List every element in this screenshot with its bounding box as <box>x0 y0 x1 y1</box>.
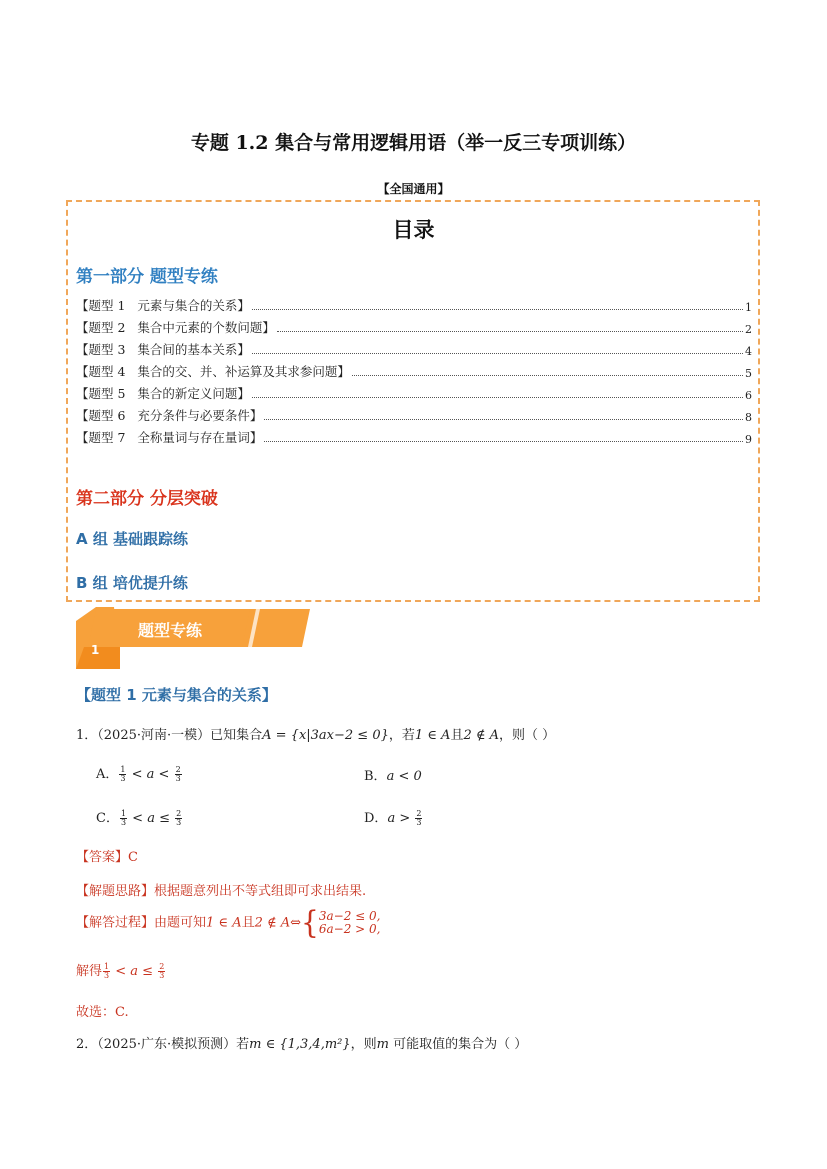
banner-title: 题型专练 <box>138 621 203 640</box>
answer-line <box>76 846 138 865</box>
toc-item[interactable] <box>76 294 752 314</box>
q2-prefix: 2．（2025·广东·模拟预测）若 <box>76 1037 250 1052</box>
toc-item-label: 【题型 1 元素与集合的关系】 <box>76 298 250 313</box>
toc-item-label: 【题型 7 全称量词与存在量词】 <box>76 430 263 445</box>
inequality-system <box>301 904 381 941</box>
option-b[interactable] <box>364 765 422 784</box>
process-iff: ⇔ <box>290 915 302 931</box>
toc-item[interactable] <box>76 426 752 446</box>
q1-and: 且 <box>450 728 464 743</box>
process-line <box>76 904 381 941</box>
toc-item-label: 【题型 6 充分条件与必要条件】 <box>76 408 263 423</box>
frac-num: 1 <box>120 809 127 818</box>
frac-num: 1 <box>120 765 126 774</box>
toc-item-label: 【题型 5 集合的新定义问题】 <box>76 386 250 401</box>
brace-glyph: { <box>301 904 319 941</box>
option-c-rel: < a ≤ <box>128 811 175 826</box>
toc-item[interactable] <box>76 338 752 358</box>
toc-leader <box>264 441 743 442</box>
frac-den: 3 <box>159 971 165 980</box>
frac-one-third <box>103 963 110 980</box>
frac-one-third <box>120 810 127 827</box>
process-label: 【解答过程】 <box>76 915 155 931</box>
option-a[interactable] <box>96 763 183 783</box>
frac-den: 3 <box>176 818 182 827</box>
toc-item-label: 【题型 2 集合中元素的个数问题】 <box>76 320 275 335</box>
process-text: 由题可知 <box>154 915 207 931</box>
solve-rel: < a ≤ <box>111 964 158 979</box>
question-2 <box>76 1033 527 1052</box>
toc-leader <box>252 353 743 354</box>
toc-title: 目录 <box>392 218 435 242</box>
toc-part2-heading: 第二部分 分层突破 <box>76 489 218 509</box>
option-c-label: C． <box>96 811 119 826</box>
toc-item-page: 9 <box>745 433 752 446</box>
frac-num: 2 <box>176 809 182 818</box>
frac-den: 3 <box>120 818 127 827</box>
toc-item-label: 【题型 4 集合的交、并、补运算及其求参问题】 <box>76 364 350 379</box>
toc-leader <box>277 331 743 332</box>
banner-number: 1 <box>91 643 100 657</box>
option-d-label: D． <box>364 811 388 826</box>
option-d[interactable] <box>364 807 423 827</box>
frac-den: 3 <box>416 818 422 827</box>
frac-two-thirds <box>158 963 165 980</box>
frac-num: 1 <box>104 962 110 971</box>
q1-cond1: 1 ∈ A <box>414 728 451 743</box>
q2-suffix: 可能取值的集合为（ ） <box>393 1037 528 1052</box>
system-row-1: 3a−2 ≤ 0, <box>318 909 381 923</box>
frac-two-thirds <box>175 766 182 783</box>
q1-set: A = {x|3ax−2 ≤ 0} <box>262 728 389 743</box>
toc-item-page: 4 <box>745 345 752 358</box>
q2-var: m <box>376 1037 389 1052</box>
toc-leader <box>252 397 743 398</box>
idea-label: 【解题思路】 <box>76 884 155 899</box>
solve-line <box>76 960 166 980</box>
q1-suffix: ，则（ ） <box>499 728 556 743</box>
toc-group-a[interactable]: A 组 基础跟踪练 <box>76 530 189 548</box>
toc-leader <box>352 375 743 376</box>
frac-num: 2 <box>159 962 165 971</box>
toc-item[interactable] <box>76 360 752 380</box>
toc-item-page: 1 <box>745 301 752 314</box>
frac-num: 2 <box>175 765 181 774</box>
option-c[interactable] <box>96 807 183 827</box>
q2-middle: ，则 <box>350 1037 377 1052</box>
option-a-rel: < a < <box>127 767 174 782</box>
option-d-expr: a > <box>387 811 411 826</box>
question-1 <box>76 724 555 743</box>
idea-line <box>76 880 366 899</box>
q2-expr: m ∈ {1,3,4,m²} <box>249 1037 351 1052</box>
toc-item[interactable] <box>76 382 752 402</box>
toc-item[interactable] <box>76 404 752 424</box>
q1-middle: ，若 <box>388 728 415 743</box>
frac-two-thirds <box>415 810 422 827</box>
q1-cond2: 2 ∉ A <box>463 728 499 743</box>
option-a-label: A． <box>96 767 119 782</box>
frac-two-thirds <box>175 810 182 827</box>
toc-leader <box>264 419 743 420</box>
toc-group-b[interactable]: B 组 培优提升练 <box>76 574 188 592</box>
frac-den: 3 <box>120 774 126 783</box>
answer-label: 【答案】 <box>76 850 129 865</box>
process-cond1: 1 ∈ A <box>206 915 242 931</box>
section-heading: 【题型 1 元素与集合的关系】 <box>76 686 277 704</box>
toc-item-page: 2 <box>745 323 752 336</box>
system-row-2: 6a−2 > 0, <box>318 922 381 936</box>
answer-value: C <box>128 850 138 865</box>
q1-prefix: 1．（2025·河南·一模）已知集合 <box>76 728 263 743</box>
option-b-label: B． <box>364 769 387 784</box>
frac-one-third <box>119 766 126 783</box>
toc-part1-heading: 第一部分 题型专练 <box>76 267 218 287</box>
toc-item-label: 【题型 3 集合间的基本关系】 <box>76 342 250 357</box>
frac-den: 3 <box>104 971 110 980</box>
toc-item-page: 8 <box>745 411 752 424</box>
process-cond2: 2 ∉ A <box>254 915 291 931</box>
process-and: 且 <box>241 915 255 931</box>
frac-den: 3 <box>175 774 181 783</box>
solve-label: 解得 <box>76 964 103 979</box>
page-subtitle: 【全国通用】 <box>377 182 450 196</box>
frac-num: 2 <box>416 809 422 818</box>
toc-leader <box>252 309 743 310</box>
option-b-expr: a < 0 <box>386 769 422 784</box>
conclusion-line: 故选：C. <box>76 1005 129 1020</box>
page-title: 专题 1.2 集合与常用逻辑用语（举一反三专项训练） <box>190 132 637 154</box>
idea-text: 根据题意列出不等式组即可求出结果. <box>154 884 367 899</box>
toc-item-page: 5 <box>745 367 752 380</box>
toc-item[interactable] <box>76 316 752 336</box>
toc-item-page: 6 <box>745 389 752 402</box>
